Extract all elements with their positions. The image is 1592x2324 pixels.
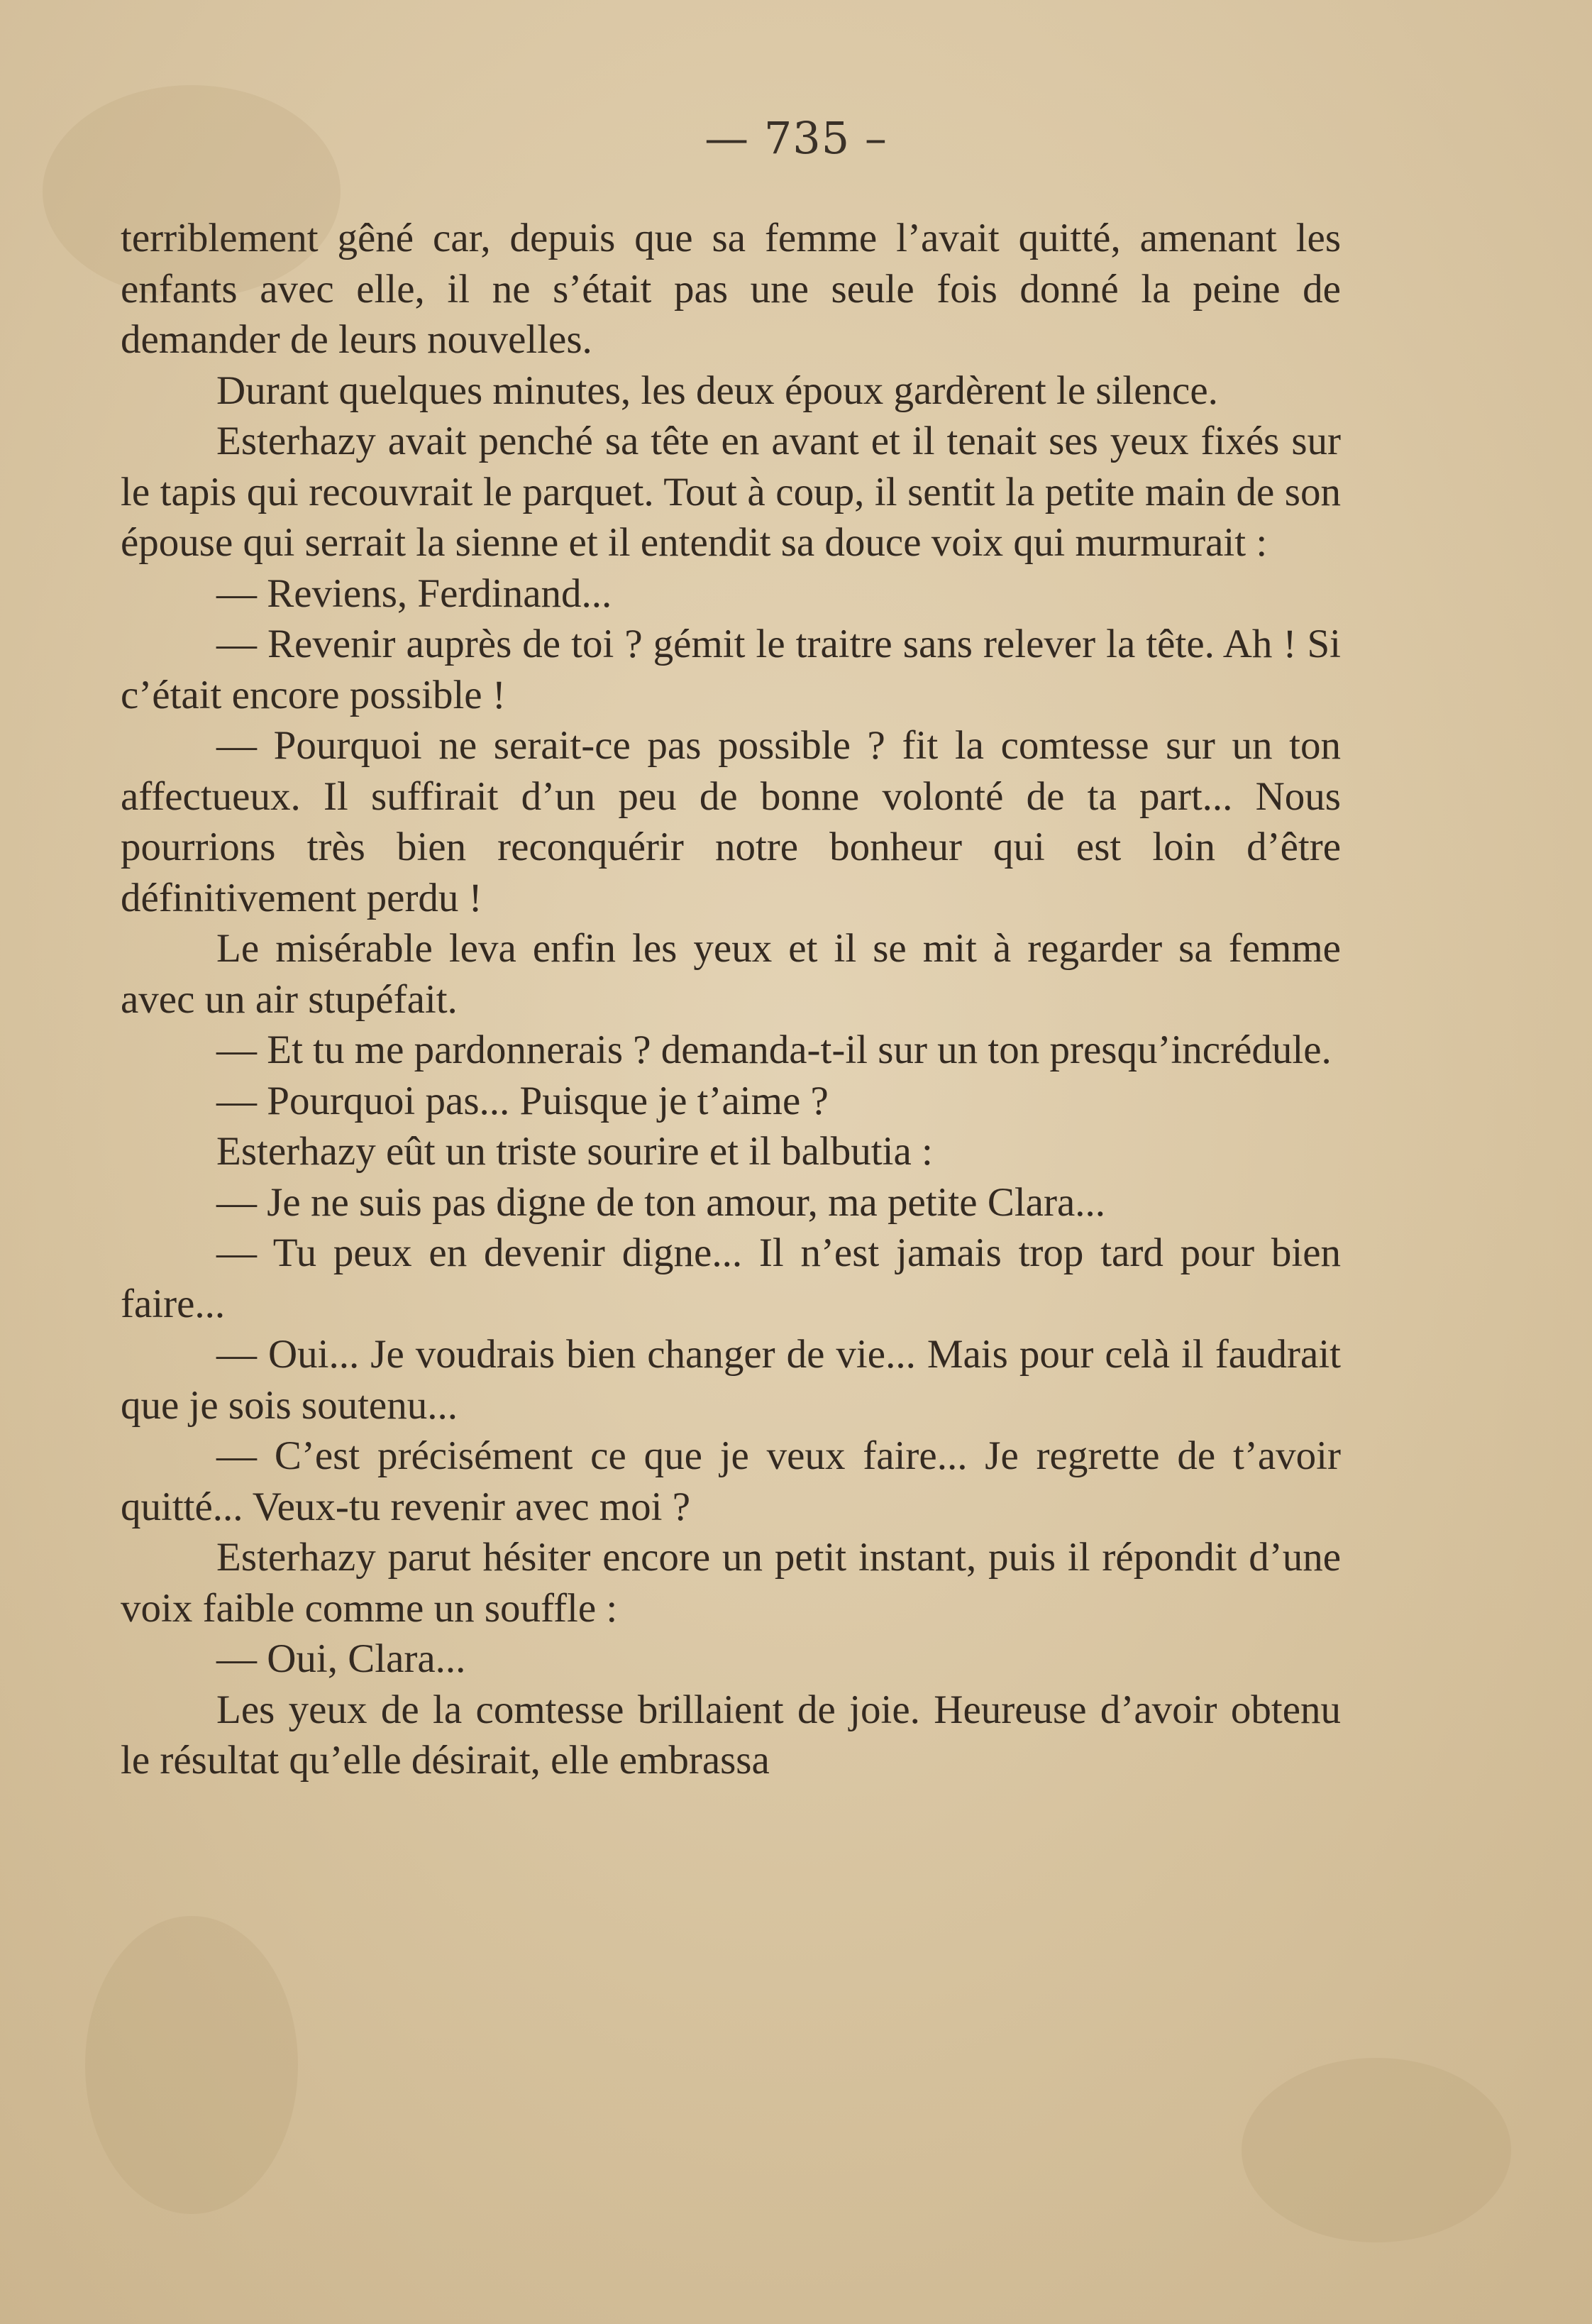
- dialogue-line: — Revenir auprès de toi ? gémit le traitre sans relever la tête. Ah ! Si c’était encore possible !: [121, 622, 1341, 717]
- dialogue-line: — Tu peux en devenir digne... Il n’est jamais trop tard pour bien faire...: [121, 1230, 1341, 1326]
- page-number: — 735 –: [704, 112, 888, 164]
- dialogue-line: — Pourquoi ne serait-ce pas possible ? fit la comtesse sur un ton affectueux. Il suffirait d’un peu de bonne volonté de ta part... Nous pourrions très bien reconquérir notre bonheur qui est loin d’être définitivement perdu !: [121, 723, 1341, 920]
- paragraph: Esterhazy avait penché sa tête en avant et il tenait ses yeux fixés sur le tapis qui recouvrait le parquet. Tout à coup, il sentit la petite main de son épouse qui serrait la sienne et il entendit sa douce voix qui murmurait :: [121, 419, 1341, 565]
- paragraph: Le misérable leva enfin les yeux et il se mit à regarder sa femme avec un air stupéfait.: [121, 926, 1341, 1022]
- paragraph: Esterhazy eût un triste sourire et il balbutia :: [216, 1129, 933, 1174]
- paper-stain: [85, 1916, 298, 2214]
- paragraph: Les yeux de la comtesse brillaient de joie. Heureuse d’avoir obtenu le résultat qu’elle désirait, elle embrassa: [121, 1687, 1341, 1783]
- paper-stain: [1242, 2058, 1511, 2242]
- paragraph: Esterhazy parut hésiter encore un petit instant, puis il répondit d’une voix faible comme un souffle :: [121, 1535, 1341, 1631]
- dialogue-line: — Pourquoi pas... Puisque je t’aime ?: [216, 1078, 829, 1123]
- dialogue-line: — Reviens, Ferdinand...: [216, 571, 612, 616]
- paragraph: Durant quelques minutes, les deux époux gardèrent le silence.: [216, 368, 1218, 413]
- paragraph: terriblement gêné car, depuis que sa femme l’avait quitté, amenant les enfants avec elle, il ne s’était pas une seule fois donné la peine de demander de leurs nouvelles.: [121, 216, 1341, 362]
- dialogue-line: — C’est précisément ce que je veux faire... Je regrette de t’avoir quitté... Veux-tu revenir avec moi ?: [121, 1433, 1341, 1529]
- dialogue-line: — Oui... Je voudrais bien changer de vie... Mais pour celà il faudrait que je sois soutenu...: [121, 1332, 1341, 1428]
- body-text: [121, 213, 1341, 1786]
- dialogue-line: — Oui, Clara...: [216, 1636, 466, 1681]
- dialogue-line: — Je ne suis pas digne de ton amour, ma petite Clara...: [216, 1179, 1105, 1225]
- dialogue-line: — Et tu me pardonnerais ? demanda-t-il sur un ton presqu’incrédule.: [216, 1028, 1332, 1072]
